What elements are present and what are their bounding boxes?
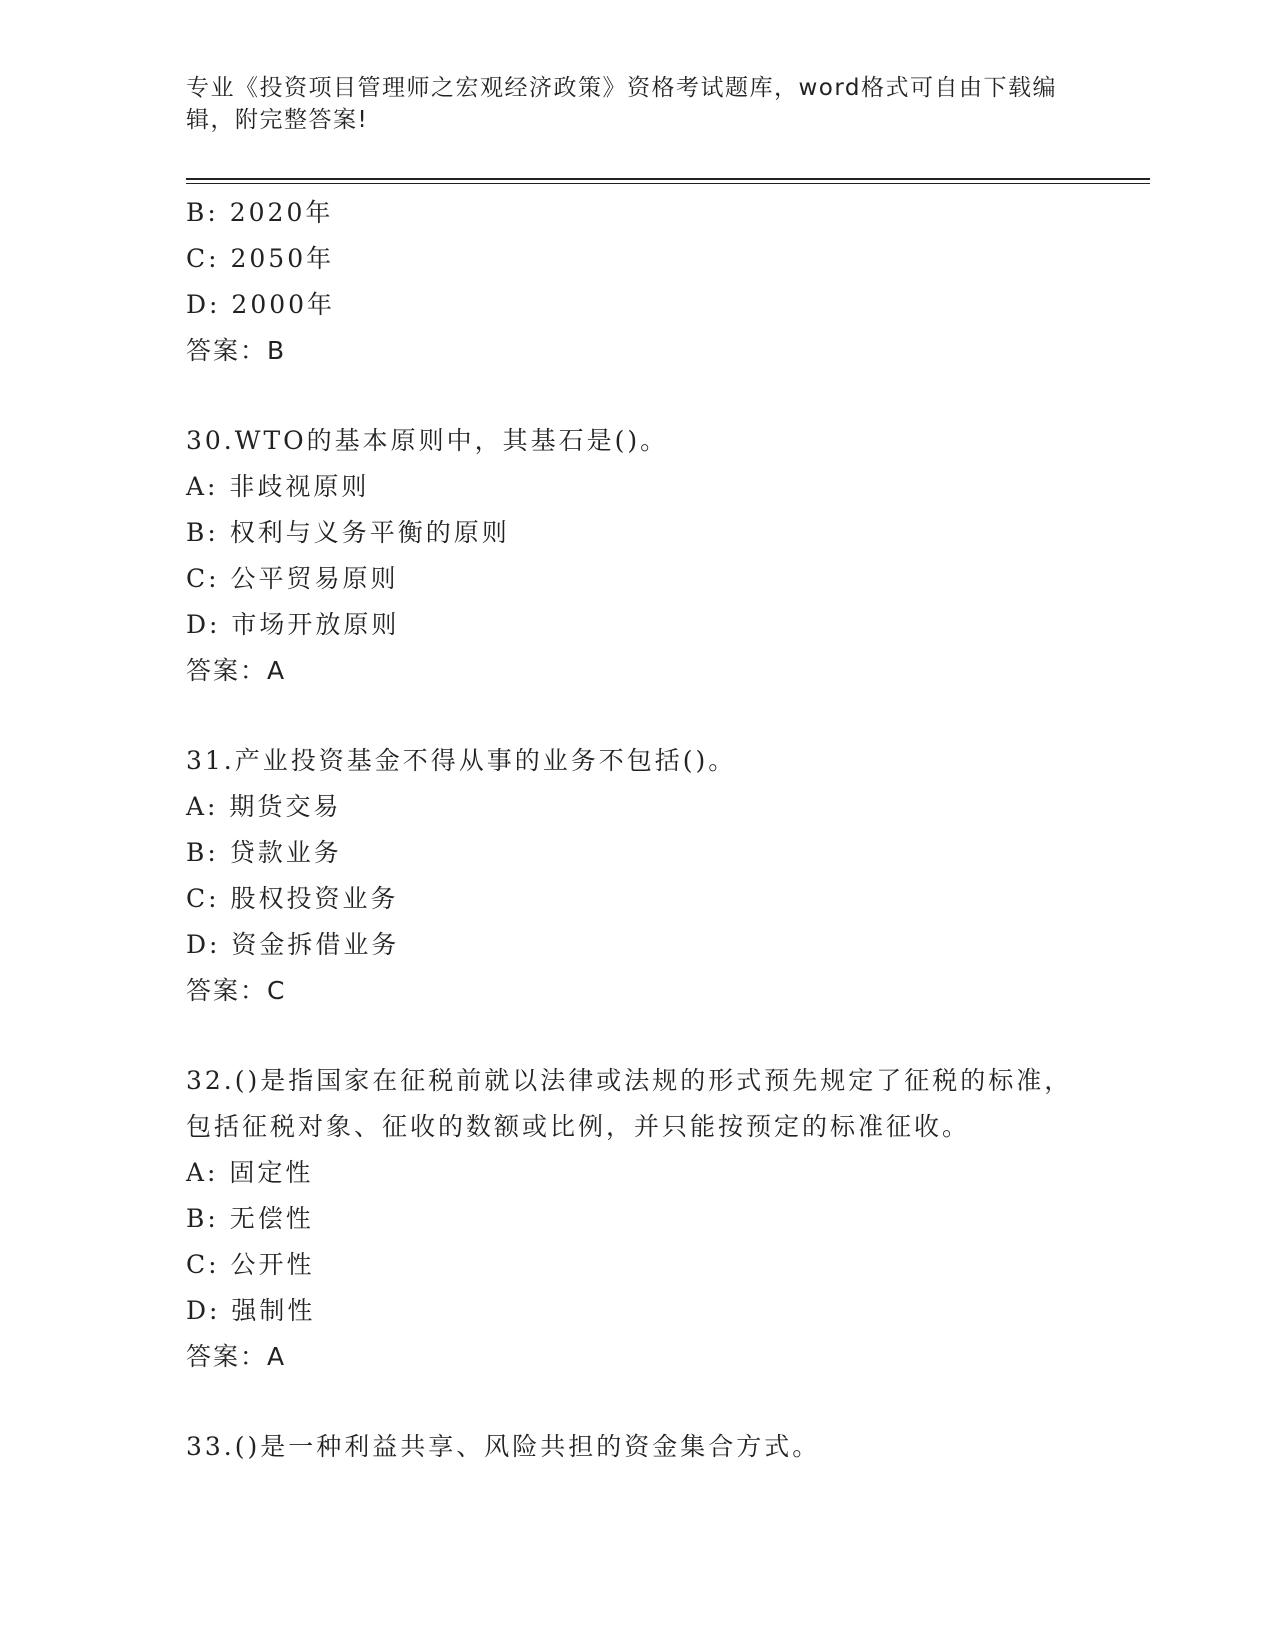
partial-question <box>186 190 1086 374</box>
question-stem: 33.()是一种利益共享、风险共担的资金集合方式。 <box>186 1432 821 1461</box>
answer-line: 答案：A <box>186 1342 287 1371</box>
option-d: D: 市场开放原则 <box>186 610 400 639</box>
option-a: A: 期货交易 <box>186 792 342 821</box>
question-list <box>186 190 1086 1470</box>
question-stem: 30.WTO的基本原则中，其基石是()。 <box>186 426 669 455</box>
question-stem: 31.产业投资基金不得从事的业务不包括()。 <box>186 746 737 775</box>
option-a: A: 固定性 <box>186 1158 314 1187</box>
header-rule-thick <box>186 178 1150 180</box>
document-header: 专业《投资项目管理师之宏观经济政策》资格考试题库，word格式可自由下载编辑，附完整答案! <box>186 75 1058 133</box>
option-c: C: 公平贸易原则 <box>186 564 399 593</box>
option-d: D: 强制性 <box>186 1296 316 1325</box>
option-c: C: 公开性 <box>186 1250 315 1279</box>
option-b: B: 贷款业务 <box>186 838 342 867</box>
option-c: C: 2050年 <box>186 244 335 273</box>
option-d: D: 2000年 <box>186 290 336 319</box>
question-stem: 32.()是指国家在征税前就以法律或法规的形式预先规定了征税的标准，包括征税对象、征收的数额或比例，并只能按预定的标准征收。 <box>186 1066 1073 1141</box>
answer-line: 答案：A <box>186 656 287 685</box>
question-32 <box>186 1058 1086 1380</box>
option-d: D: 资金拆借业务 <box>186 930 400 959</box>
option-b: B: 无偿性 <box>186 1204 314 1233</box>
option-b: B: 2020年 <box>186 198 334 227</box>
answer-line: 答案：B <box>186 336 287 365</box>
question-31 <box>186 738 1086 1014</box>
answer-line: 答案：C <box>186 976 287 1005</box>
question-30 <box>186 418 1086 694</box>
option-c: C: 股权投资业务 <box>186 884 399 913</box>
header-rule-thin <box>186 183 1150 184</box>
option-b: B: 权利与义务平衡的原则 <box>186 518 510 547</box>
question-33 <box>186 1424 1086 1470</box>
option-a: A: 非歧视原则 <box>186 472 370 501</box>
